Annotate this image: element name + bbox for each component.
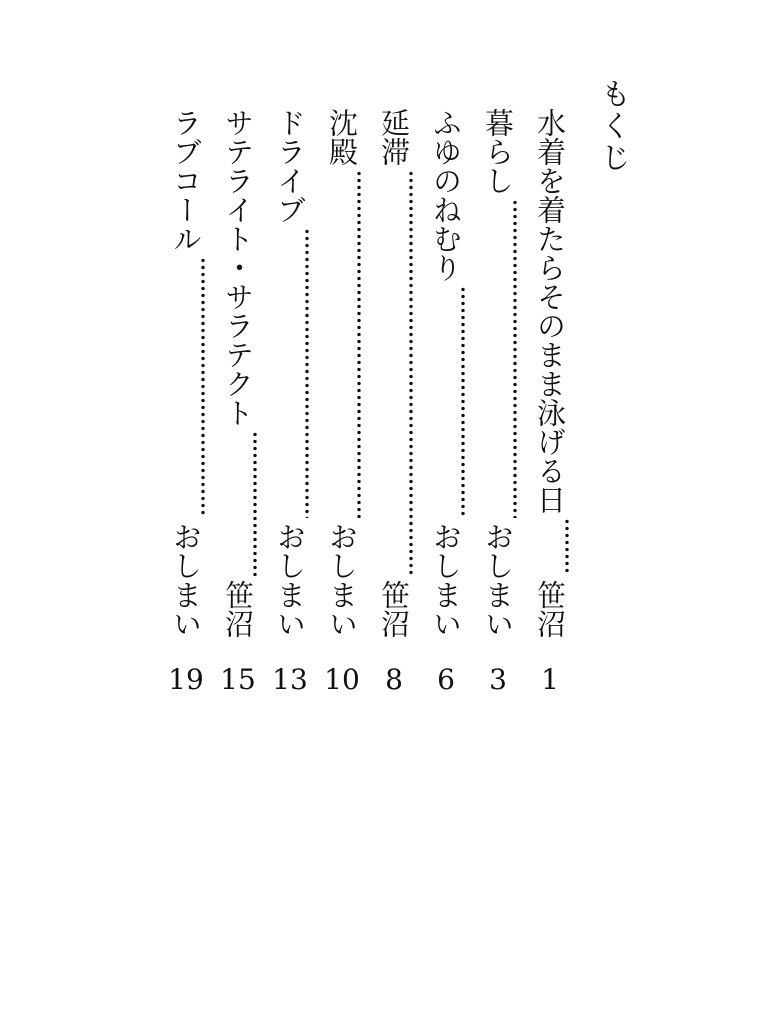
entry-author: 笹沼 <box>221 580 255 638</box>
dot-leader <box>166 253 206 522</box>
entry-page-number: 3 <box>489 663 507 696</box>
entry-author: 笹沼 <box>377 580 411 638</box>
toc-entry[interactable] <box>478 108 518 638</box>
entry-page-number: 15 <box>220 663 256 696</box>
toc-entry[interactable] <box>530 108 570 638</box>
entry-page-number: 8 <box>385 663 403 696</box>
entry-author: おしまい <box>481 522 515 638</box>
entry-author: おしまい <box>169 522 203 638</box>
entry-page-number: 6 <box>437 663 455 696</box>
entry-page-number: 13 <box>272 663 308 696</box>
dot-leader <box>478 195 518 522</box>
dot-leader <box>322 166 362 522</box>
toc-entry[interactable] <box>374 108 414 638</box>
entry-author: 笹沼 <box>533 580 567 638</box>
toc-entry[interactable] <box>270 108 310 638</box>
dot-leader <box>270 224 310 522</box>
entry-page-number: 10 <box>324 663 360 696</box>
entry-title: 沈殿 <box>325 108 359 166</box>
dot-leader <box>374 166 414 580</box>
entry-title: サテライト・サラテクト <box>221 108 255 427</box>
entry-title: ドライブ <box>273 108 307 224</box>
entry-author: おしまい <box>273 522 307 638</box>
entry-page-number: 19 <box>168 663 204 696</box>
toc-entry[interactable] <box>166 108 206 638</box>
dot-leader <box>426 282 466 522</box>
dot-leader <box>218 427 258 580</box>
entry-title: ラブコール <box>169 108 203 253</box>
entry-title: 延滞 <box>377 108 411 166</box>
toc-heading: もくじ <box>595 78 630 174</box>
toc-entry[interactable] <box>426 108 466 638</box>
dot-leader <box>530 514 570 580</box>
entry-author: おしまい <box>325 522 359 638</box>
entry-page-number: 1 <box>541 663 559 696</box>
entry-title: 水着を着たらそのまま泳げる日 <box>533 108 567 514</box>
toc-entry[interactable] <box>218 108 258 638</box>
entry-author: おしまい <box>429 522 463 638</box>
entry-title: ふゆのねむり <box>429 108 463 282</box>
toc-entry[interactable] <box>322 108 362 638</box>
entry-title: 暮らし <box>481 108 515 195</box>
